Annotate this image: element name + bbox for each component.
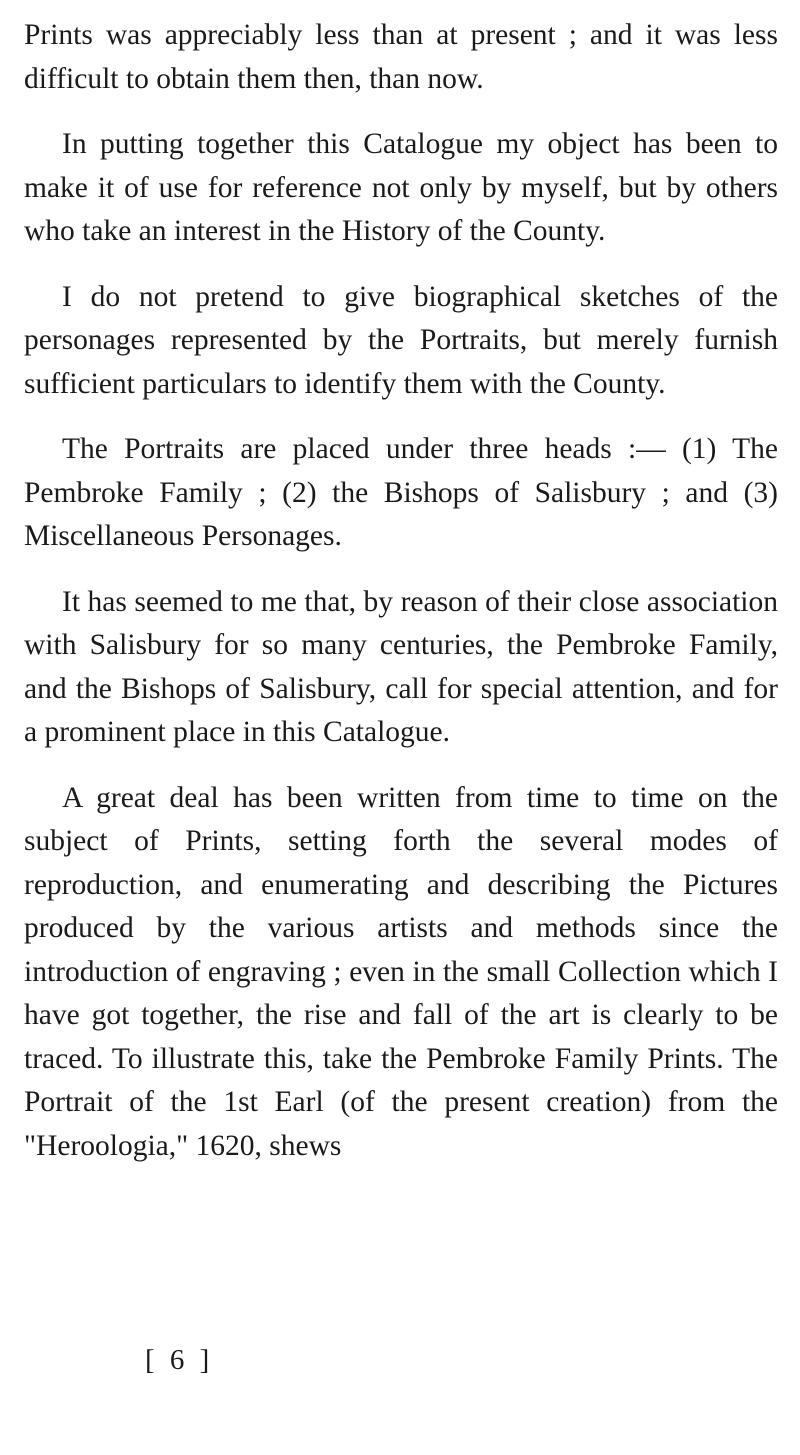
- page-body: [24, 14, 778, 1168]
- paragraph-history-of-prints: A great deal has been written from time to time on the subject of Prints, setting forth the several modes of reproduction, and enumerating and describing the Pictures produced by the various artists and methods since the introduction of engraving ; even in the small Collection which I have got together, the rise and fall of the art is clearly to be traced. To illustrate this, take the Pembroke Family Prints. The Portrait of the 1st Earl (of the present creation) from the "Heroologia," 1620, shews: [24, 781, 778, 1162]
- paragraph-continuation: Prints was appreciably less than at present ; and it was less difficult to obtain them then, than now.: [24, 19, 778, 95]
- paragraph-close-association: It has seemed to me that, by reason of their close association with Salisbury for so many centuries, the Pembroke Family, and the Bishops of Salisbury, call for special attention, and for a prominent place in this Catalogue.: [24, 585, 778, 748]
- paragraph-three-heads: The Portraits are placed under three heads :— (1) The Pembroke Family ; (2) the Bishops of Salisbury ; and (3) Miscellaneous Personages.: [24, 433, 778, 552]
- page-number: [ 6 ]: [145, 1344, 214, 1376]
- paragraph-catalogue-object: In putting together this Catalogue my object has been to make it of use for reference not only by myself, but by others who take an interest in the History of the County.: [24, 128, 778, 247]
- paragraph-biographical-sketches: I do not pretend to give biographical sketches of the personages represented by the Portraits, but merely furnish sufficient particulars to identify them with the County.: [24, 280, 778, 400]
